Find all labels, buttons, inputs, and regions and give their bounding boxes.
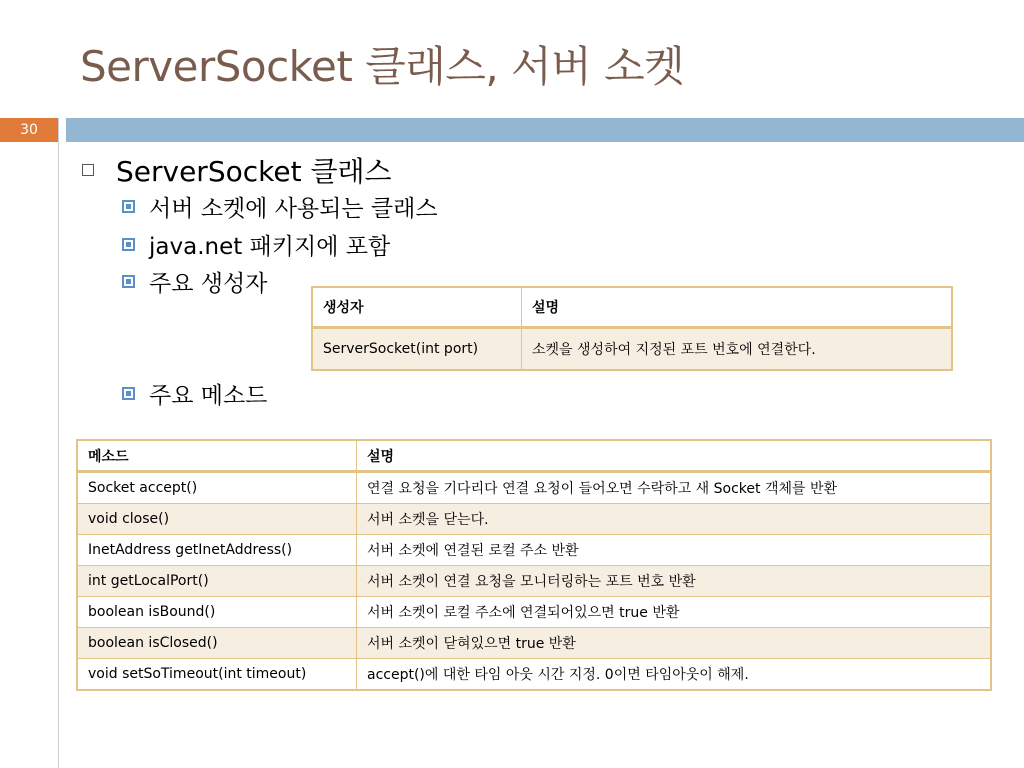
table-cell: boolean isClosed() bbox=[77, 628, 357, 659]
table-row bbox=[312, 328, 952, 371]
bullet-sub-1 bbox=[122, 190, 438, 223]
table-cell: 소켓을 생성하여 지정된 포트 번호에 연결한다. bbox=[522, 328, 953, 371]
table-cell: int getLocalPort() bbox=[77, 566, 357, 597]
method-table bbox=[76, 439, 992, 691]
table-cell: 서버 소켓을 닫는다. bbox=[357, 504, 992, 535]
left-divider bbox=[58, 118, 59, 768]
table-cell: 서버 소켓에 연결된 로컬 주소 반환 bbox=[357, 535, 992, 566]
bullet-sub-2 bbox=[122, 228, 390, 261]
bullet-sub-2-text: java.net 패키지에 포함 bbox=[149, 234, 391, 260]
table-header-cell: 메소드 bbox=[77, 440, 357, 472]
bullet-sub-1-text: 서버 소켓에 사용되는 클래스 bbox=[149, 196, 438, 222]
table-header-row bbox=[77, 440, 991, 472]
table-cell: void close() bbox=[77, 504, 357, 535]
table-cell: 서버 소켓이 로컬 주소에 연결되어있으면 true 반환 bbox=[357, 597, 992, 628]
table-row bbox=[77, 597, 991, 628]
table-cell: 연결 요청을 기다리다 연결 요청이 들어오면 수락하고 새 Socket 객체를 반환 bbox=[357, 472, 992, 504]
slide-title: ServerSocket 클래스, 서버 소켓 bbox=[80, 42, 685, 91]
bullet-sub-4-text: 주요 메소드 bbox=[149, 383, 268, 409]
constructor-table bbox=[311, 286, 953, 371]
bullet-sub-3 bbox=[122, 265, 267, 298]
table-cell: 서버 소켓이 연결 요청을 모니터링하는 포트 번호 반환 bbox=[357, 566, 992, 597]
table-row bbox=[77, 566, 991, 597]
table-cell: boolean isBound() bbox=[77, 597, 357, 628]
table-header-cell: 설명 bbox=[357, 440, 992, 472]
bullet-sub-3-text: 주요 생성자 bbox=[149, 271, 268, 297]
hollow-square-bullet-icon bbox=[82, 164, 94, 176]
table-header-row bbox=[312, 287, 952, 328]
table-cell: accept()에 대한 타임 아웃 시간 지정. 0이면 타임아웃이 해제. bbox=[357, 659, 992, 691]
table-row bbox=[77, 472, 991, 504]
table-row bbox=[77, 659, 991, 691]
table-header-cell: 생성자 bbox=[312, 287, 522, 328]
table-cell: 서버 소켓이 닫혀있으면 true 반환 bbox=[357, 628, 992, 659]
table-cell: ServerSocket(int port) bbox=[312, 328, 522, 371]
table-cell: InetAddress getInetAddress() bbox=[77, 535, 357, 566]
table-row bbox=[77, 535, 991, 566]
table-row bbox=[77, 628, 991, 659]
slide-number: 30 bbox=[0, 118, 58, 142]
bullet-main-text: ServerSocket 클래스 bbox=[116, 155, 392, 188]
square-bullet-icon bbox=[122, 238, 135, 251]
square-bullet-icon bbox=[122, 387, 135, 400]
header-bar bbox=[66, 118, 1024, 142]
table-row bbox=[77, 504, 991, 535]
square-bullet-icon bbox=[122, 275, 135, 288]
table-cell: void setSoTimeout(int timeout) bbox=[77, 659, 357, 691]
table-cell: Socket accept() bbox=[77, 472, 357, 504]
square-bullet-icon bbox=[122, 200, 135, 213]
bullet-sub-4 bbox=[122, 377, 267, 410]
table-header-cell: 설명 bbox=[522, 287, 953, 328]
bullet-main bbox=[80, 150, 392, 190]
